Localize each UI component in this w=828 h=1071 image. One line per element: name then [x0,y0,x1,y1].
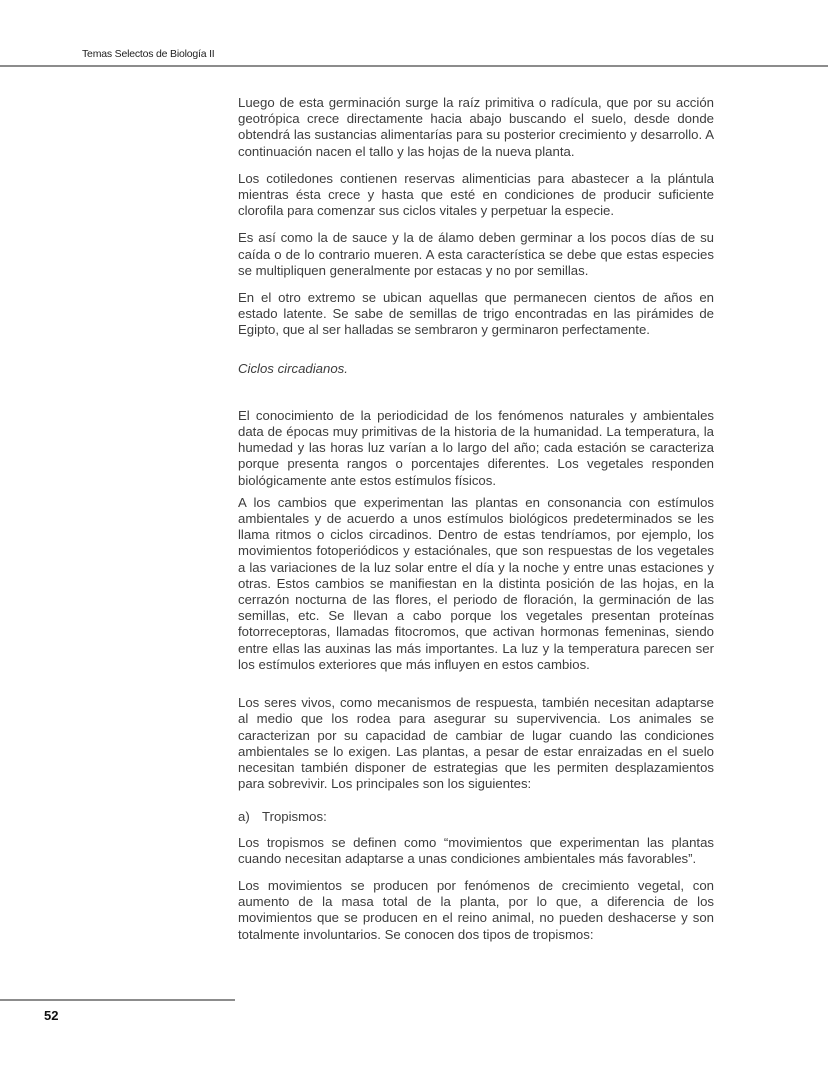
section-heading: Ciclos circadianos. [238,360,348,376]
paragraph: Los cotiledones contienen reservas alimenticias para abastecer a la plántula mientras ésta crece y hasta que esté en condiciones de producir suficiente clorofila para comenzar sus ciclos vitales y perpetuar la especie. [238,170,714,219]
paragraph: El conocimiento de la periodicidad de los fenómenos naturales y ambientales data de épocas muy primitivas de la historia de la humanidad. La temperatura, la humedad y las horas luz varían a lo largo del año; cada estación se caracteriza porque presenta rangos o porcentajes diferentes. Los vegetales responden biológicamente ante estos estímulos físicos. [238,407,714,488]
paragraph: Los tropismos se definen como “movimientos que experimentan las plantas cuando necesitan adaptarse a unas condiciones ambientales más favorables”. [238,834,714,866]
page-number: 52 [44,1008,59,1023]
list-item-label: Tropismos: [262,809,327,825]
paragraph: Es así como la de sauce y la de álamo deben germinar a los pocos días de su caída o de lo contrario mueren. A esta característica se debe que estas especies se multipliquen generalmente por estacas y no por semillas. [238,230,714,278]
paragraph: Luego de esta germinación surge la raíz primitiva o radícula, que por su acción geotrópica crece directamente hacia abajo buscando el suelo, desde donde obtendrá las sustancias alimentarías para su posterior crecimiento y desarrollo. A continuación nacen el tallo y las hojas de la nueva planta. [238,95,714,159]
list-marker: a) [238,809,250,825]
running-header-title: Temas Selectos de Biología II [82,48,215,60]
footer-divider [0,999,235,1001]
paragraph: A los cambios que experimentan las plantas en consonancia con estímulos ambientales y de acuerdo a unos estímulos biológicos predeterminados se les llama ritmos o ciclos circadinos. Dentro de estas tendríamos, por ejemplo, los movimientos fotoperiódicos y estaciónales, que son respuestas de los vegetales a las variaciones de la luz solar entre el día y la noche y entre unas estaciones y otras. Estos cambios se manifiestan en la distinta posición de las hojas, en la cerrazón nocturna de las flores, el periodo de floración, la germinación de las semillas, etc. Se llevan a cabo porque los vegetales presentan proteínas fotorreceptoras, llamadas fitocromos, que activan hormonas femeninas, siendo entre ellas las auxinas las más importantes. La luz y la temperatura parecen ser los estímulos exteriores que más influyen en estos cambios. [238,494,714,672]
list-item-tropismos [238,809,714,825]
paragraph: Los movimientos se producen por fenómenos de crecimiento vegetal, con aumento de la masa total de la planta, por lo que, a diferencia de los movimientos que se producen en el reino animal, no pueden deshacerse y son totalmente involuntarios. Se conocen dos tipos de tropismos: [238,877,714,942]
page-body [238,95,714,954]
paragraph: En el otro extremo se ubican aquellas que permanecen cientos de años en estado latente. Se sabe de semillas de trigo encontradas en las pirámides de Egipto, que al ser halladas se sembraron y germinaron perfectamente. [238,290,714,338]
paragraph: Los seres vivos, como mecanismos de respuesta, también necesitan adaptarse al medio que los rodea para asegurar su supervivencia. Los animales se caracterizan por su capacidad de cambiar de lugar cuando las condiciones ambientales se lo exigen. Las plantas, a pesar de estar enraizadas en el suelo necesitan también disponer de estrategias que les permiten desplazamientos para sobrevivir. Los principales son los siguientes: [238,695,714,792]
header-divider [0,65,828,67]
